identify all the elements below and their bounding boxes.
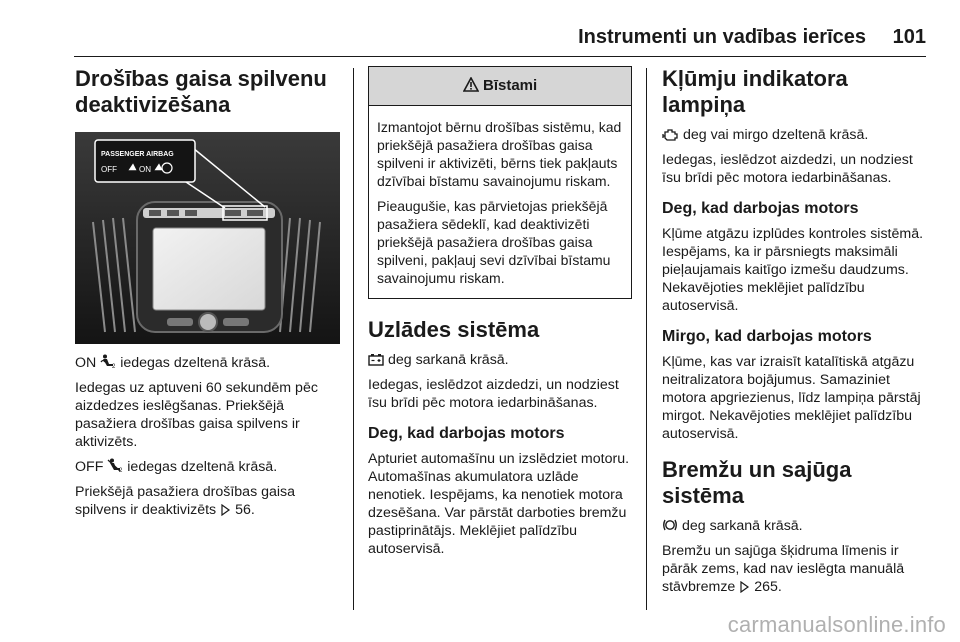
charging-p2: Iedegas, ieslēdzot aizdedzi, un nodziest īsu brīdi pēc motora iedarbināšanas. xyxy=(368,377,619,411)
page-ref-265[interactable]: 265. xyxy=(754,579,782,595)
off-label: OFF xyxy=(75,459,104,475)
svg-text:2: 2 xyxy=(112,364,116,369)
charging-p3: Apturiet automašīnu un izslēdziet motoru. Automašīnas akumulatora uzlāde nenotiek. Iespējams, ka nenotiek motora dzesēšana. Var pārstāt darboties bremžu pastiprinātājs. Meklējiet palīdzību autoservisā. xyxy=(368,451,630,557)
malfunction-p2: Iedegas, ieslēdzot aizdedzi, un nodziest īsu brīdi pēc motora iedarbināšanas. xyxy=(662,152,913,186)
dashboard-illustration xyxy=(75,132,340,344)
warning-triangle-icon xyxy=(463,77,479,92)
brake-heading: Bremžu un sajūga sistēma xyxy=(662,457,852,508)
airbag-activated-paragraph: Iedegas uz aptuveni 60 sekundēm pēc aizdedzes ieslēgšanas. Priekšējā pasažiera drošības gaisa spilvens ir aktivizēts. xyxy=(75,380,318,450)
column-airbag xyxy=(75,66,340,526)
column-malfunction xyxy=(662,66,927,603)
page-reference-icon xyxy=(220,504,231,516)
header-title: Instrumenti un vadības ierīces xyxy=(578,26,866,48)
danger-p1: Izmantojot bērnu drošības sistēmu, kad priekšējā pasažiera drošības gaisa spilveni ir aktivizēti, bērns tiek pakļauts dzīvībai bīstamu savainojumu riskam. xyxy=(377,119,622,189)
airbag-heading: Drošības gaisa spilvenu deaktivizēšana xyxy=(75,66,327,117)
charging-heading: Uzlādes sistēma xyxy=(368,317,540,342)
page-number: 101 xyxy=(892,26,926,48)
airbag-on-icon xyxy=(100,354,116,369)
brake-p1: deg sarkanā krāsā. xyxy=(662,517,927,535)
malfunction-heading: Kļūmju indikatora lampiņa xyxy=(662,66,848,117)
watermark: carmanualsonline.info xyxy=(727,612,946,637)
battery-icon xyxy=(368,353,384,366)
airbag-off-paragraph xyxy=(75,458,340,476)
page-ref-56[interactable]: 56. xyxy=(235,502,255,518)
airbag-deactivated-paragraph: Priekšējā pasažiera drošības gaisa spilvens ir deaktivizēts 56. xyxy=(75,484,296,518)
engine-icon xyxy=(662,128,679,141)
photo-label-top: PASSENGER AIRBAG xyxy=(101,151,174,158)
airbag-off-icon xyxy=(107,458,123,473)
column-divider-1 xyxy=(353,68,354,610)
photo-label-off: OFF xyxy=(101,165,117,174)
malfunction-p4: Kļūme, kas var izraisīt katalītiskā atgāzu neitralizatora bojājumus. Samaziniet motora apgriezienus, līdz lampiņa pārstāj mirgot. Nekavējoties meklējiet palīdzību autoservisā. xyxy=(662,354,921,442)
danger-p2: Pieaugušie, kas pārvietojas priekšējā pasažiera sēdeklī, kad deaktivizēti priekšējā pasažiera drošības gaisa spilveni, pakļauj sevi dzīvībai bīstamu savainojumu riskam. xyxy=(377,198,611,286)
danger-header xyxy=(369,67,631,106)
column-charging xyxy=(368,66,633,565)
malfunction-p3: Kļūme atgāzu izplūdes kontroles sistēmā. Iespējams, ka ir pārsniegts maksimāli pieļaujamais kaitīgo izmešu daudzums. Nekavējoties meklējiet palīdzību autoservisā. xyxy=(662,226,924,314)
charging-subheading: Deg, kad darbojas motors xyxy=(368,425,565,442)
charging-p1: deg sarkanā krāsā. xyxy=(368,351,633,369)
danger-body xyxy=(369,106,631,298)
brake-p2: Bremžu un sajūga šķidruma līmenis ir pārāk zems, kad nav ieslēgta manuālā stāvbremze 265. xyxy=(662,543,905,595)
malfunction-p1: deg vai mirgo dzeltenā krāsā. xyxy=(662,126,927,144)
page-reference-icon xyxy=(739,581,750,593)
dashboard-photo xyxy=(75,132,340,344)
airbag-on-paragraph xyxy=(75,354,340,372)
off-text: iedegas dzeltenā krāsā. xyxy=(127,459,278,475)
danger-box xyxy=(368,66,632,299)
on-text: iedegas dzeltenā krāsā. xyxy=(120,355,271,371)
column-divider-2 xyxy=(646,68,647,610)
danger-title: Bīstami xyxy=(482,77,538,94)
brake-icon xyxy=(662,518,678,532)
svg-text:2: 2 xyxy=(119,468,123,473)
malfunction-sub2: Mirgo, kad darbojas motors xyxy=(662,328,872,345)
on-label: ON xyxy=(75,355,97,371)
page-header xyxy=(74,26,926,57)
malfunction-sub1: Deg, kad darbojas motors xyxy=(662,200,859,217)
photo-label-on: ON xyxy=(139,165,151,174)
